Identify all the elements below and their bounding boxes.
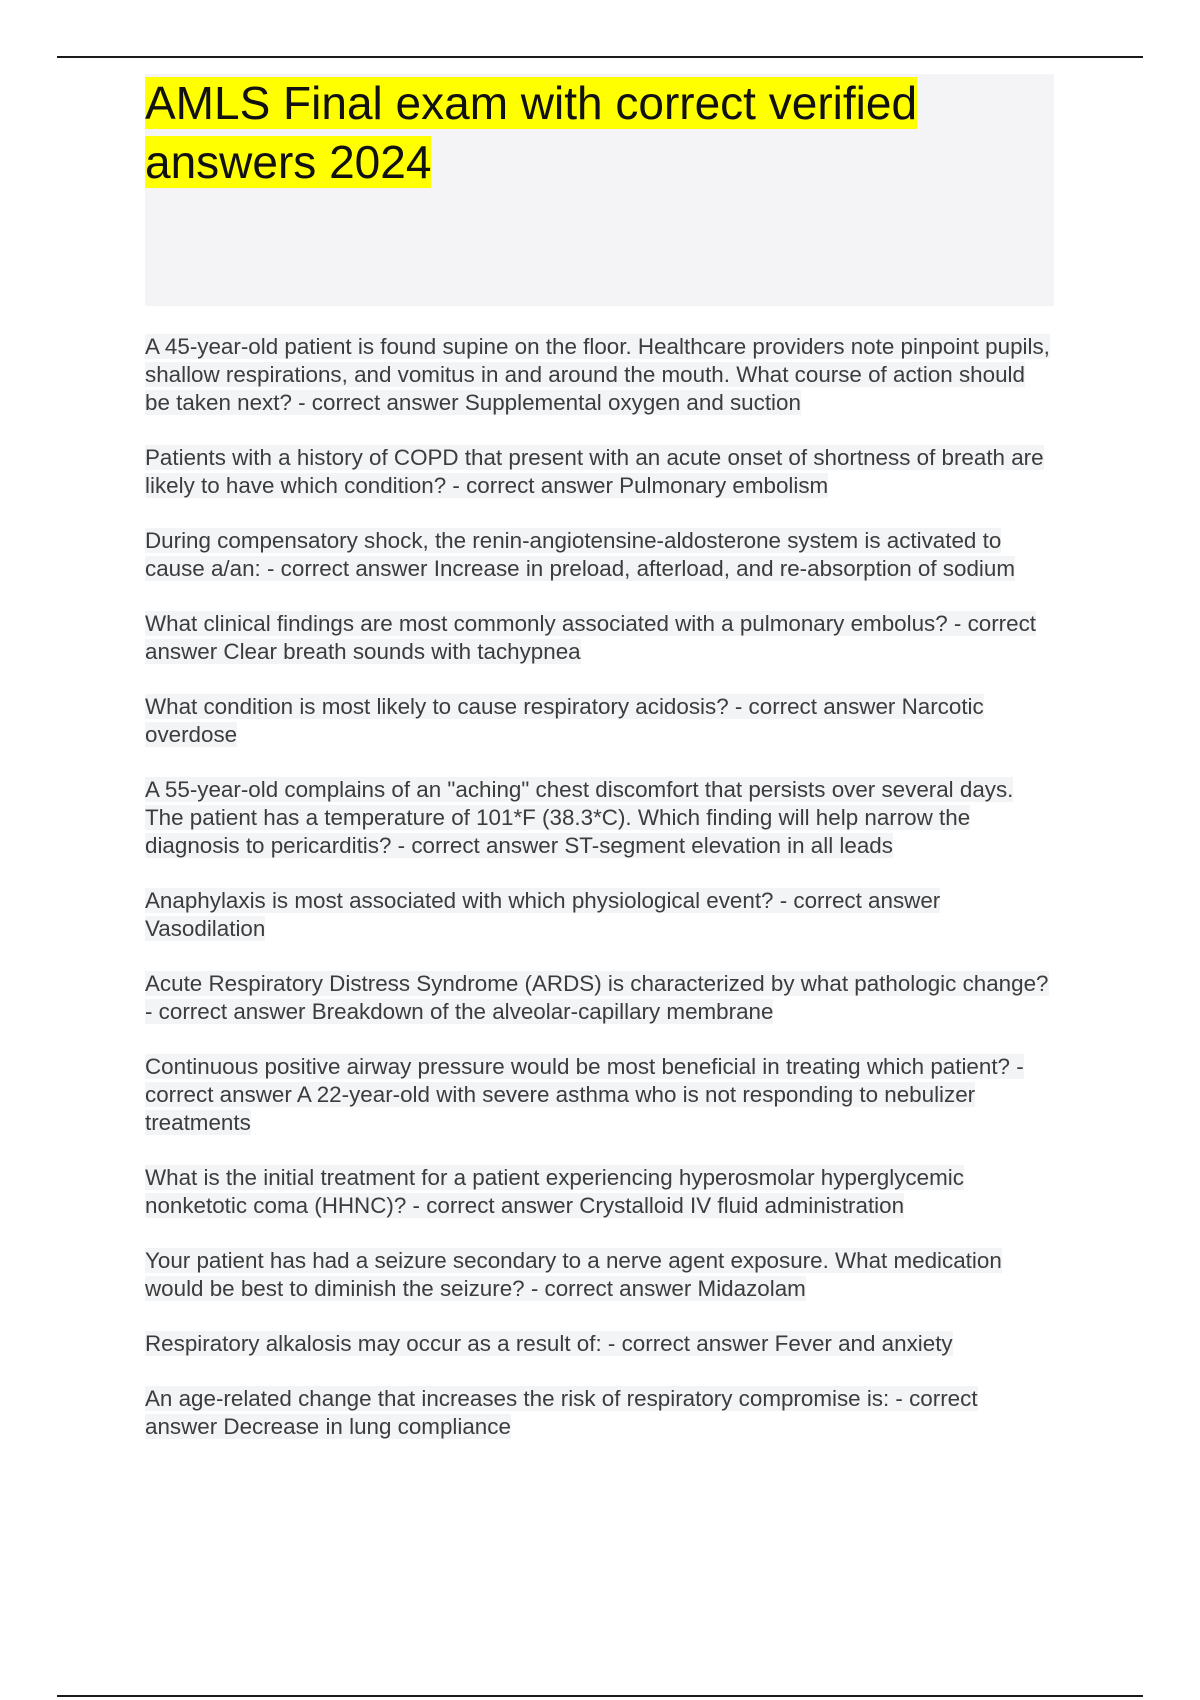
question-text: A 45-year-old patient is found supine on the floor. Healthcare providers note pinpoint pupils, shallow respirations, and vomitus in and around the mouth. What course of action should be taken next? - correct answer Supplemental oxygen and suction	[145, 334, 1050, 415]
question-list	[145, 333, 1054, 1468]
question-item	[145, 610, 1054, 666]
question-text: Patients with a history of COPD that present with an acute onset of shortness of breath are likely to have which condition? - correct answer Pulmonary embolism	[145, 445, 1044, 498]
question-item	[145, 444, 1054, 500]
question-text: During compensatory shock, the renin-angiotensine-aldosterone system is activated to cause a/an: - correct answer Increase in preload, afterload, and re-absorption of sodium	[145, 528, 1015, 581]
question-item	[145, 333, 1054, 417]
question-item	[145, 527, 1054, 583]
question-item	[145, 693, 1054, 749]
question-item	[145, 776, 1054, 860]
question-text: Your patient has had a seizure secondary to a nerve agent exposure. What medication would be best to diminish the seizure? - correct answer Midazolam	[145, 1248, 1002, 1301]
question-item	[145, 887, 1054, 943]
question-item	[145, 1330, 1054, 1358]
question-text: Respiratory alkalosis may occur as a result of: - correct answer Fever and anxiety	[145, 1331, 953, 1356]
title-text: AMLS Final exam with correct verified answers 2024	[145, 77, 918, 188]
footer-rule	[57, 1695, 1143, 1697]
page-title	[145, 74, 1054, 192]
question-text: A 55-year-old complains of an "aching" chest discomfort that persists over several days. The patient has a temperature of 101*F (38.3*C). Which finding will help narrow the diagnosis to pericarditis? - correct answer ST-segment elevation in all leads	[145, 777, 1014, 858]
question-item	[145, 970, 1054, 1026]
question-text: An age-related change that increases the risk of respiratory compromise is: - correct answer Decrease in lung compliance	[145, 1386, 978, 1439]
question-text: What is the initial treatment for a patient experiencing hyperosmolar hyperglycemic nonketotic coma (HHNC)? - correct answer Crystalloid IV fluid administration	[145, 1165, 964, 1218]
header-rule	[57, 56, 1143, 58]
question-text: Continuous positive airway pressure would be most beneficial in treating which patient? - correct answer A 22-year-old with severe asthma who is not responding to nebulizer treatments	[145, 1054, 1024, 1135]
question-text: Acute Respiratory Distress Syndrome (ARDS) is characterized by what pathologic change? - correct answer Breakdown of the alveolar-capillary membrane	[145, 971, 1049, 1024]
question-text: What clinical findings are most commonly associated with a pulmonary embolus? - correct answer Clear breath sounds with tachypnea	[145, 611, 1037, 664]
question-item	[145, 1247, 1054, 1303]
question-item	[145, 1385, 1054, 1441]
question-text: What condition is most likely to cause respiratory acidosis? - correct answer Narcotic overdose	[145, 694, 984, 747]
title-block	[145, 74, 1054, 306]
question-item	[145, 1053, 1054, 1137]
question-text: Anaphylaxis is most associated with which physiological event? - correct answer Vasodilation	[145, 888, 941, 941]
question-item	[145, 1164, 1054, 1220]
